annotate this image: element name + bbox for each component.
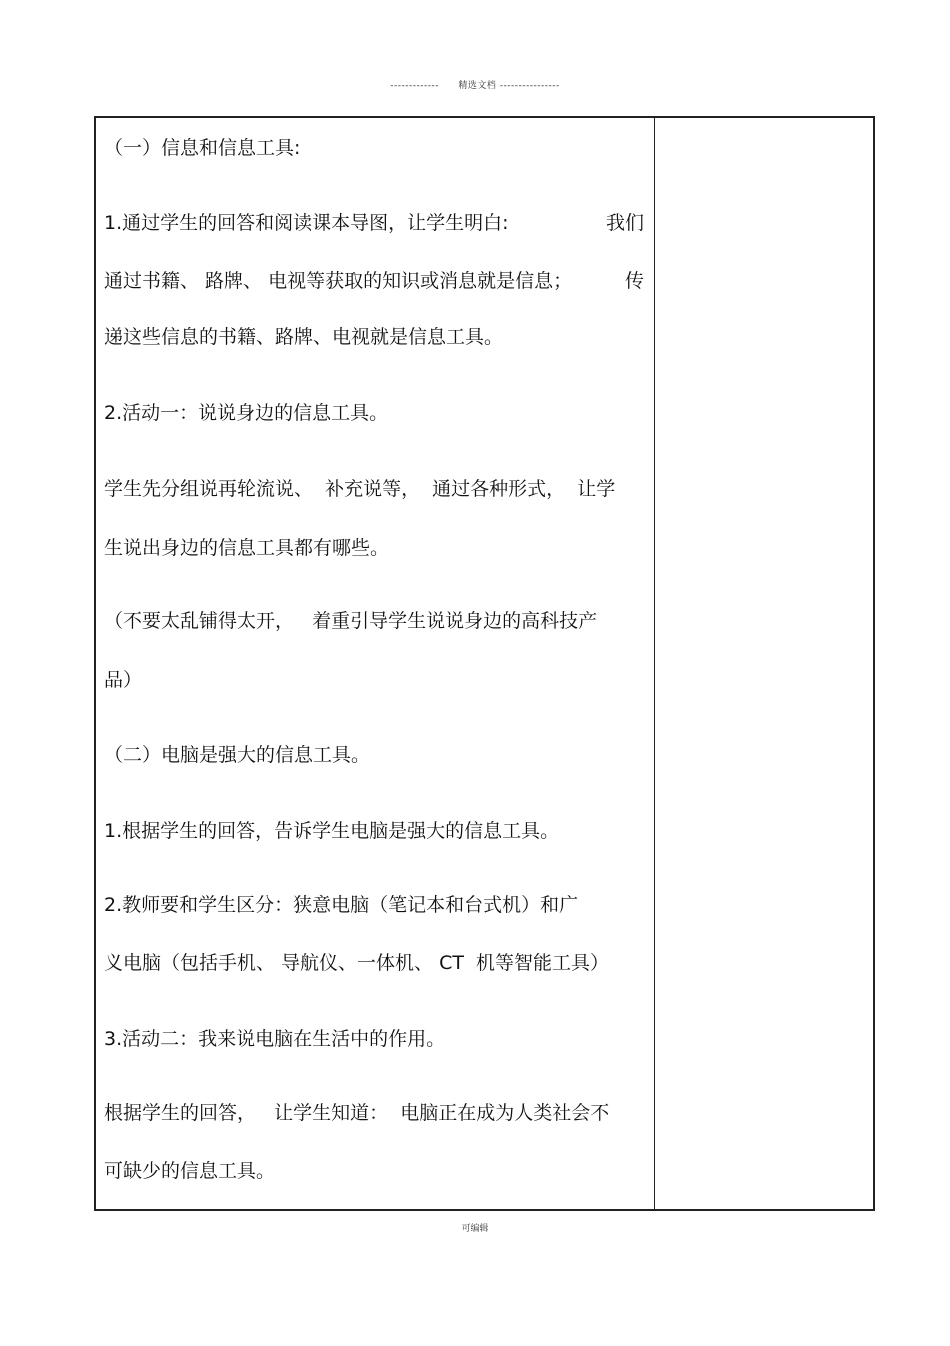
lesson-table [94,116,875,1211]
header-right-rule: ---------------- [499,81,560,91]
text-segment: 通过书籍、 路牌、 电视等获取的知识或消息就是信息； [104,270,573,292]
activity-heading-2: 3.活动二：我来说电脑在生活中的作用。 [104,1028,446,1050]
paragraph-line: 递这些信息的书籍、路牌、电视就是信息工具。 [104,326,504,348]
section-heading-1: （一）信息和信息工具: [104,137,301,159]
header-title: 精选文档 [458,81,497,91]
activity-heading-1: 2.活动一：说说身边的信息工具。 [104,402,389,424]
section-heading-2: （二）电脑是强大的信息工具。 [104,744,371,766]
paragraph-line: 品） [104,669,143,691]
paragraph-line: 义电脑（包括手机、 导航仪、一体机、 CT 机等智能工具） [104,952,610,974]
text-segment: 传 [624,270,644,292]
paragraph-line: 1.根据学生的回答，告诉学生电脑是强大的信息工具。 [104,820,560,842]
column-divider [654,118,655,1209]
paragraph-line: 2.教师要和学生区分：狭意电脑（笔记本和台式机）和广 [104,894,579,916]
paragraph-line: 生说出身边的信息工具都有哪些。 [104,537,390,559]
paragraph-line: 可缺少的信息工具。 [104,1160,276,1182]
lesson-content-cell [96,118,651,1209]
page-header [0,78,950,91]
paragraph-line: 学生先分组说再轮流说、 补充说等， 通过各种形式， 让学 [104,478,616,500]
text-segment: 1.通过学生的回答和阅读课本导图，让学生明白: [104,212,509,234]
paragraph-line [104,269,644,293]
header-left-rule: ------------- [390,81,439,91]
paragraph-line: （不要太乱铺得太开， 着重引导学生说说身边的高科技产 [104,610,598,632]
paragraph-line [104,211,644,235]
paragraph-line: 根据学生的回答， 让学生知道： 电脑正在成为人类社会不 [104,1102,610,1124]
page-footer: 可编辑 [461,1224,489,1234]
text-segment: 我们 [605,212,644,234]
